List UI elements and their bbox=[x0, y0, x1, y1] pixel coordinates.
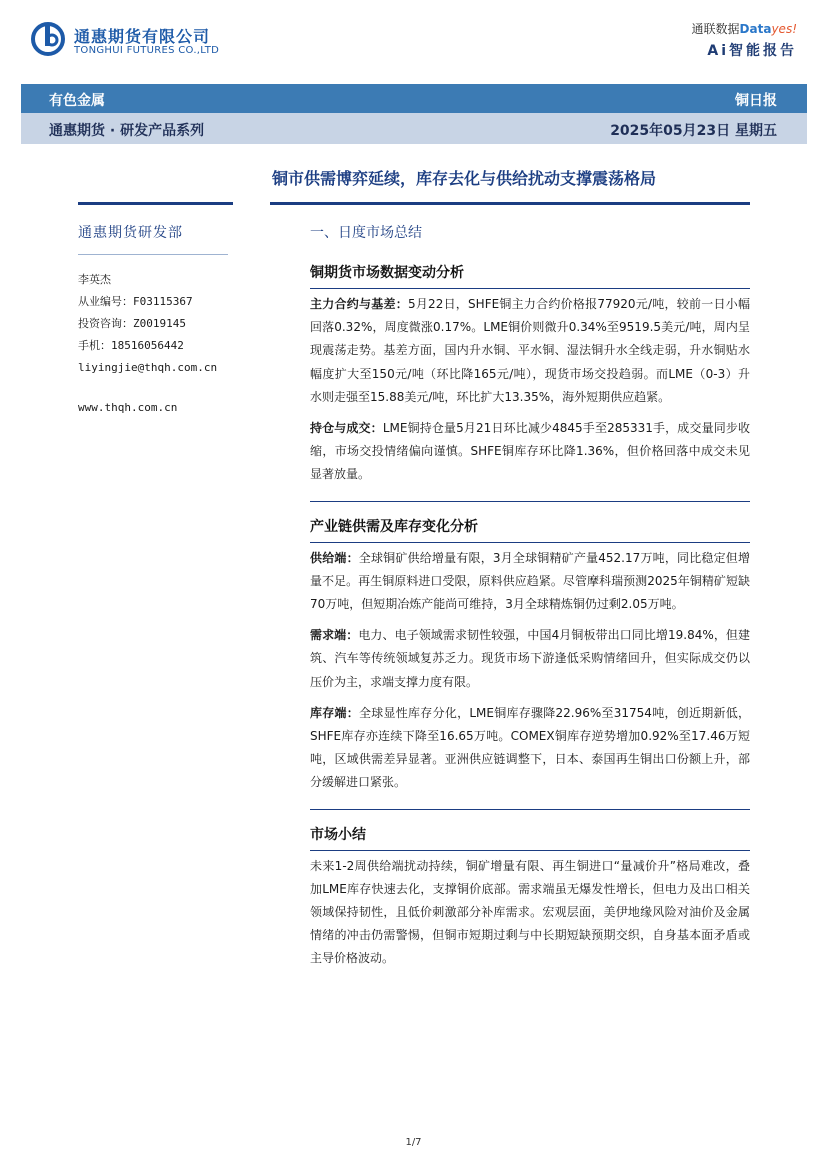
subheading-supply-chain: 产业链供需及库存变化分析 bbox=[310, 518, 478, 535]
company-name-en: TONGHUI FUTURES CO.,LTD bbox=[74, 45, 220, 56]
paragraph-label: 持仓与成交： bbox=[310, 421, 383, 436]
series-band bbox=[21, 113, 807, 144]
paragraph-label: 供给端： bbox=[310, 550, 359, 565]
phone-value: 18516056442 bbox=[111, 339, 184, 352]
section-title: 一、日度市场总结 bbox=[310, 225, 422, 241]
paragraph-inventory bbox=[310, 702, 750, 795]
section-supply-demand bbox=[310, 501, 750, 795]
consult-label: 投资咨询： bbox=[78, 317, 133, 330]
company-website[interactable]: www.thqh.com.cn bbox=[78, 401, 178, 414]
license-label: 从业编号： bbox=[78, 295, 133, 308]
paragraph-label: 需求端： bbox=[310, 628, 359, 643]
company-logo-icon bbox=[31, 22, 65, 56]
paragraph-text: 电力、电子领域需求韧性较强，中国4月铜板带出口同比增19.84%，但建筑、汽车等传统领域复苏乏力。现货市场下游逢低采购情绪回升，但实际成交仍以压价为主，求端支撑力度有限。 bbox=[310, 628, 750, 689]
consult-value: Z0019145 bbox=[133, 317, 186, 330]
subheading-rule bbox=[310, 288, 750, 289]
divider-left bbox=[78, 202, 233, 205]
paragraph-basis bbox=[310, 293, 750, 409]
report-date: 2025年05月23日 星期五 bbox=[610, 123, 777, 139]
sector-band bbox=[21, 84, 807, 113]
paragraph-summary: 未来1-2周供给端扰动持续，铜矿增量有限、再生铜进口“量减价升”格局难改，叠加LME库存快速去化，支撑铜价底部。需求端虽无爆发性增长，但电力及出口相关领域保持韧性，且低价刺激部分补库需求。宏观层面，美伊地缘风险对油价及金属情绪的冲击仍需警惕，但铜市短期过剩与中长期短缺预期交织，自身基本面矛盾或主导价格波动。 bbox=[310, 858, 750, 966]
partner-suffix: yes! bbox=[771, 22, 797, 36]
paragraph-label: 库存端： bbox=[310, 705, 360, 720]
section-futures-data bbox=[310, 262, 750, 487]
subheading-summary: 市场小结 bbox=[310, 826, 366, 843]
subheading-rule bbox=[310, 850, 750, 851]
series-label: 通惠期货 · 研发产品系列 bbox=[49, 123, 205, 139]
sector-label: 有色金属 bbox=[49, 93, 105, 109]
paragraph-text: 全球铜矿供给增量有限，3月全球铜精矿产量452.17万吨，同比稳定但增量不足。再生铜原料进口受限，原料供应趋紧。尽管摩科瑞预测2025年铜精矿短缺70万吨，但短期冶炼产能尚可维持，3月全球精炼铜仍过剩2.05万吨。 bbox=[310, 550, 750, 612]
dept-divider bbox=[78, 254, 228, 255]
section-summary bbox=[310, 809, 750, 971]
subheading-rule bbox=[310, 542, 750, 543]
paragraph-text: LME铜持仓量5月21日环比减少4845手至285331手，成交量同步收缩，市场交投情绪偏向谨慎。SHFE铜库存环比降1.36%，但价格回落中成交未见显著放量。 bbox=[310, 421, 750, 482]
author-email[interactable]: liyingjie@thqh.com.cn bbox=[78, 361, 218, 374]
license-value: F03115367 bbox=[133, 295, 193, 308]
paragraph-demand bbox=[310, 624, 750, 694]
report-title: 铜市供需博弈延续，库存去化与供给扰动支撑震荡格局 bbox=[272, 169, 657, 188]
phone-label: 手机： bbox=[78, 339, 111, 352]
paragraph-supply bbox=[310, 547, 750, 617]
author-name: 李英杰 bbox=[78, 273, 111, 286]
license-line bbox=[78, 291, 243, 313]
partner-brand: Data bbox=[739, 22, 772, 36]
phone-line bbox=[78, 335, 243, 357]
subheading-rule bbox=[310, 809, 750, 810]
report-type: 铜日报 bbox=[735, 93, 777, 109]
paragraph-positions bbox=[310, 417, 750, 487]
subheading-rule bbox=[310, 501, 750, 502]
dept-name: 通惠期货研发部 bbox=[78, 225, 183, 241]
consult-line bbox=[78, 313, 243, 335]
paragraph-text: 全球显性库存分化，LME铜库存骤降22.96%至31754吨，创近期新低，SHFE库存亦连续下降至16.65万吨。COMEX铜库存逆势增加0.92%至17.46万短吨，区域供需差异显著。亚洲供应链调整下，日本、泰国再生铜出口份额上升，部分缓解进口紧张。 bbox=[310, 705, 750, 790]
subheading-futures: 铜期货市场数据变动分析 bbox=[310, 265, 464, 281]
divider-right bbox=[270, 202, 750, 205]
ai-report-label: Ai智能报告 bbox=[707, 43, 797, 59]
author-sidebar bbox=[78, 222, 243, 419]
paragraph-text: 5月22日，SHFE铜主力合约价格报77920元/吨，较前一日小幅回落0.32%，周度微涨0.17%。LME铜价则微升0.34%至9519.5美元/吨，周内呈现震荡走势。基差方面，国内升水铜、平水铜、湿法铜升水全线走弱，升水铜贴水幅度扩大至150元/吨（环比降165元/吨），现货市场交投趋弱。而LME（0-3）升水则走强至15.88美元/吨，环比扩大13.35%，海外短期供应趋紧。 bbox=[310, 297, 750, 404]
partner-logo bbox=[692, 20, 797, 37]
page-number: 1/7 bbox=[405, 1137, 422, 1148]
paragraph-label: 主力合约与基差： bbox=[310, 297, 408, 311]
company-name-cn: 通惠期货有限公司 bbox=[74, 27, 211, 46]
partner-prefix: 通联数据 bbox=[691, 22, 740, 36]
main-content bbox=[310, 222, 750, 985]
